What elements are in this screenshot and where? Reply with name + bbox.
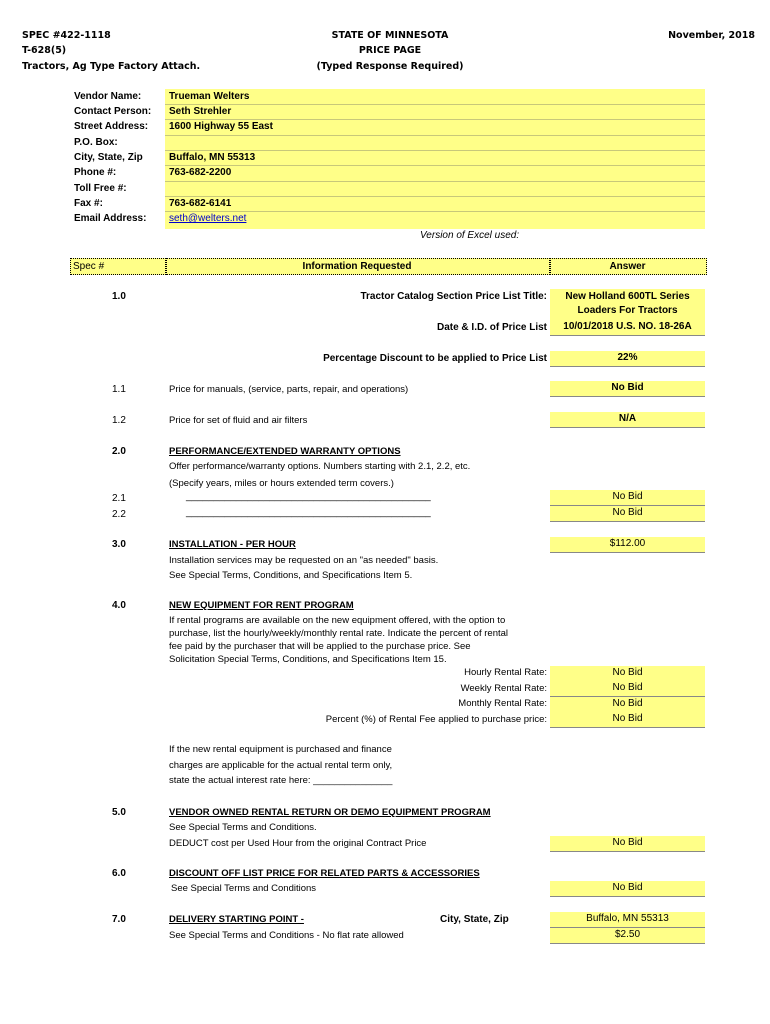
- discount-label: Percentage Discount to be applied to Price List: [323, 353, 547, 364]
- finance-line1: If the new rental equipment is purchased and finance: [169, 744, 392, 755]
- weekly-rate-answer[interactable]: No Bid: [550, 681, 705, 697]
- section-2-line2: (Specify years, miles or hours extended term covers.): [169, 478, 394, 489]
- document-date: November, 2018: [668, 30, 755, 41]
- rental-percent-label: Percent (%) of Rental Fee applied to purchase price:: [325, 714, 547, 725]
- section-4-line4: Solicitation Special Terms, Conditions, and Specifications Item 15.: [169, 654, 447, 665]
- contact-person-label: Contact Person:: [74, 106, 152, 117]
- item-2-1-blank: ____________________________________________: [186, 491, 431, 502]
- fax-label: Fax #:: [74, 198, 103, 209]
- email-label: Email Address:: [74, 213, 147, 224]
- section-3-line2: See Special Terms, Conditions, and Specifications Item 5.: [169, 570, 413, 581]
- item-2-2-blank: ____________________________________________: [186, 507, 431, 518]
- section-2-title: PERFORMANCE/EXTENDED WARRANTY OPTIONS: [169, 446, 401, 457]
- weekly-rate-label: Weekly Rental Rate:: [460, 683, 547, 694]
- info-header-label: Information Requested: [302, 261, 412, 272]
- city-state-zip-label: City, State, Zip: [74, 152, 143, 163]
- item-1-1-number: 1.1: [112, 384, 126, 395]
- section-3-title: INSTALLATION - PER HOUR: [169, 539, 296, 550]
- section-7-city-label: City, State, Zip: [440, 914, 509, 925]
- spec-header-label: Spec #: [73, 261, 105, 272]
- excel-version-note: Version of Excel used:: [420, 230, 520, 241]
- discount-value[interactable]: 22%: [550, 351, 705, 367]
- email-link[interactable]: seth@welters.net: [169, 213, 247, 224]
- section-4-title: NEW EQUIPMENT FOR RENT PROGRAM: [169, 600, 354, 611]
- rental-percent-answer[interactable]: No Bid: [550, 712, 705, 728]
- item-2-2-number: 2.2: [112, 509, 126, 520]
- state-title: STATE OF MINNESOTA: [331, 30, 449, 41]
- section-4-line2: purchase, list the hourly/weekly/monthly rental rate. Indicate the percent of rental: [169, 628, 509, 639]
- toll-free-label: Toll Free #:: [74, 183, 127, 194]
- hourly-rate-label: Hourly Rental Rate:: [464, 667, 547, 678]
- price-list-date-value[interactable]: 10/01/2018 U.S. NO. 18-26A: [550, 320, 705, 336]
- contact-person-value[interactable]: Seth Strehler: [169, 106, 232, 117]
- section-5-line1: See Special Terms and Conditions.: [169, 822, 317, 833]
- section-5-answer[interactable]: No Bid: [550, 836, 705, 852]
- item-1-2-number: 1.2: [112, 415, 126, 426]
- street-address-value[interactable]: 1600 Highway 55 East: [169, 121, 273, 132]
- section-3-answer[interactable]: $112.00: [550, 537, 705, 553]
- section-3-line1: Installation services may be requested on an "as needed" basis.: [169, 555, 439, 566]
- item-1-1-text: Price for manuals, (service, parts, repair, and operations): [169, 384, 409, 395]
- finance-line3: state the actual interest rate here: _______________: [169, 775, 393, 786]
- section-2-line1: Offer performance/warranty options. Numbers starting with 2.1, 2.2, etc.: [169, 461, 471, 472]
- section-4-line3: fee paid by the purchaser that will be applied to the purchase price. See: [169, 641, 471, 652]
- section-6-number: 6.0: [112, 868, 126, 879]
- section-3-number: 3.0: [112, 539, 126, 550]
- item-2-1-answer[interactable]: No Bid: [550, 490, 705, 506]
- monthly-rate-answer[interactable]: No Bid: [550, 697, 705, 713]
- item-1-1-answer[interactable]: No Bid: [550, 381, 705, 397]
- phone-label: Phone #:: [74, 167, 117, 178]
- item-1-2-text: Price for set of fluid and air filters: [169, 415, 308, 426]
- answer-header-label: Answer: [609, 261, 646, 272]
- price-list-date-label: Date & I.D. of Price List: [436, 322, 547, 333]
- section-2-number: 2.0: [112, 446, 126, 457]
- section-6-title: DISCOUNT OFF LIST PRICE FOR RELATED PARTS & ACCESSORIES: [169, 868, 480, 879]
- catalog-title-answer[interactable]: [550, 289, 705, 321]
- section-7-title: DELIVERY STARTING POINT -: [169, 914, 304, 925]
- page-title: PRICE PAGE: [358, 45, 422, 56]
- item-2-2-answer[interactable]: No Bid: [550, 506, 705, 522]
- spec-code: T-628(5): [22, 45, 67, 56]
- section-6-line1: See Special Terms and Conditions: [171, 883, 317, 894]
- hourly-rate-answer[interactable]: No Bid: [550, 666, 705, 682]
- item-2-1-number: 2.1: [112, 493, 126, 504]
- city-state-zip-value[interactable]: Buffalo, MN 55313: [169, 152, 256, 163]
- section-5-title: VENDOR OWNED RENTAL RETURN OR DEMO EQUIPMENT PROGRAM: [169, 807, 491, 818]
- catalog-title-value-line1: New Holland 600TL Series: [565, 291, 690, 302]
- phone-value[interactable]: 763-682-2200: [169, 167, 232, 178]
- finance-line2: charges are applicable for the actual rental term only,: [169, 760, 393, 771]
- monthly-rate-label: Monthly Rental Rate:: [458, 698, 547, 709]
- delivery-city-answer[interactable]: Buffalo, MN 55313: [550, 912, 705, 928]
- section-4-number: 4.0: [112, 600, 126, 611]
- street-address-label: Street Address:: [74, 121, 149, 132]
- spec-number: SPEC #422-1118: [22, 30, 111, 41]
- item-1-2-answer[interactable]: N/A: [550, 412, 705, 428]
- vendor-name-label: Vendor Name:: [74, 91, 142, 102]
- delivery-rate-answer[interactable]: $2.50: [550, 928, 705, 944]
- section-5-line2: DEDUCT cost per Used Hour from the original Contract Price: [169, 838, 427, 849]
- fax-value[interactable]: 763-682-6141: [169, 198, 232, 209]
- catalog-title-label: Tractor Catalog Section Price List Title:: [360, 291, 547, 302]
- spec-title: Tractors, Ag Type Factory Attach.: [22, 61, 201, 72]
- section-1-number: 1.0: [112, 291, 126, 302]
- section-7-line1: See Special Terms and Conditions - No flat rate allowed: [169, 930, 404, 941]
- po-box-label: P.O. Box:: [74, 137, 118, 148]
- vendor-name-value[interactable]: Trueman Welters: [169, 91, 250, 102]
- page-subtitle: (Typed Response Required): [316, 61, 464, 72]
- section-4-line1: If rental programs are available on the new equipment offered, with the option to: [169, 615, 506, 626]
- section-7-number: 7.0: [112, 914, 126, 925]
- section-6-answer[interactable]: No Bid: [550, 881, 705, 897]
- catalog-title-value-line2: Loaders For Tractors: [577, 305, 678, 316]
- section-5-number: 5.0: [112, 807, 126, 818]
